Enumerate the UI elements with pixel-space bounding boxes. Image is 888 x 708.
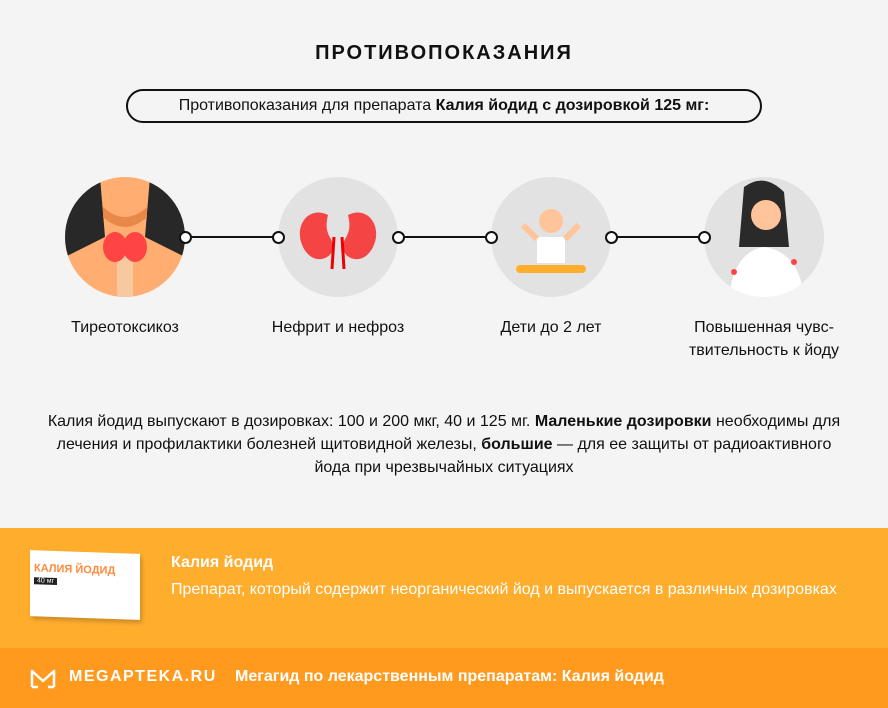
item-label: Нефрит и нефроз — [271, 319, 405, 336]
subtitle-bold: Калия йодид с дозировкой 125 мг: — [435, 97, 710, 114]
product-box-label: КАЛИЯ ЙОДИД — [34, 562, 116, 578]
item-label-line2: твительность к йоду — [688, 342, 840, 359]
item-label-line1: Повышенная чувс- — [694, 319, 834, 336]
thyroid-icon — [65, 177, 185, 297]
page-title: ПРОТИВОПОКАЗАНИЯ — [315, 42, 573, 64]
product-name: Калия йодид — [171, 554, 274, 571]
kidneys-icon — [278, 177, 398, 297]
subtitle-text: Противопоказания для препарата — [178, 97, 436, 114]
connector-dot — [698, 231, 711, 244]
connector-dot — [392, 231, 405, 244]
allergy-icon — [704, 177, 824, 297]
megapteka-logo-icon — [30, 667, 56, 689]
product-band — [0, 528, 888, 648]
desc-bold: Маленькие дозировки — [534, 413, 712, 430]
item-label: Дети до 2 лет — [500, 319, 602, 336]
footer-caption: Мегагид по лекарственным препаратам: Калия йодид — [235, 668, 664, 685]
description — [40, 410, 848, 479]
connector-line — [188, 236, 276, 238]
item-label — [664, 316, 864, 362]
item-label: Тиреотоксикоз — [71, 319, 179, 336]
connector-dot — [605, 231, 618, 244]
connector-dot — [179, 231, 192, 244]
connector-dot — [485, 231, 498, 244]
desc-bold: большие — [481, 436, 553, 453]
connector-dot — [272, 231, 285, 244]
desc-text: — для ее защиты от радиоактивного йода при чрезвычайных ситуациях — [314, 436, 832, 476]
desc-text: необходимы для лечения и профилактики болезней щитовидной железы, — [56, 413, 841, 453]
baby-icon — [491, 177, 611, 297]
footer — [0, 648, 888, 708]
subtitle-pill — [126, 89, 762, 123]
desc-text: Калия йодид выпускают в дозировках: 100 и 200 мкг, 40 и 125 мг. — [47, 413, 535, 430]
brand-name: MEGAPTEKA.RU — [69, 668, 217, 685]
product-description: Препарат, который содержит неорганический йод и выпускается в различных дозировках — [171, 581, 837, 598]
connector-line — [614, 236, 702, 238]
product-box-dose: 40 мг — [34, 577, 57, 585]
product-box-image — [30, 550, 140, 620]
connector-line — [401, 236, 489, 238]
